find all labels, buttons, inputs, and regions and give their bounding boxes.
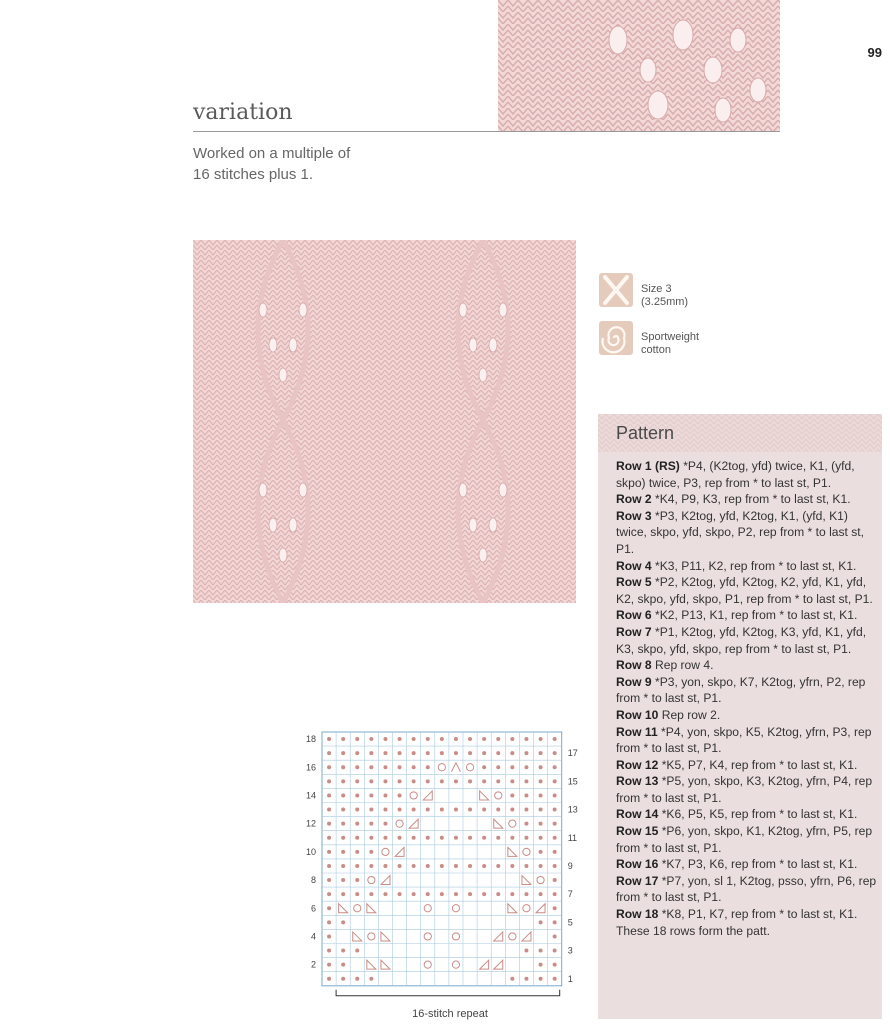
chart-purl-dot [398, 864, 402, 868]
pattern-row-label: Row 8 [616, 658, 652, 673]
chart-purl-dot [341, 751, 345, 755]
needle-size-label [641, 283, 688, 309]
chart-purl-dot [524, 751, 528, 755]
chart-purl-dot [426, 808, 430, 812]
chart-purl-dot [369, 892, 373, 896]
chart-row-number-right: 7 [567, 889, 573, 900]
chart-row-number-left: 10 [305, 846, 316, 857]
chart-purl-dot [539, 892, 543, 896]
chart-purl-dot [426, 765, 430, 769]
chart-row-number-right: 17 [567, 748, 578, 759]
chart-purl-dot [539, 737, 543, 741]
pattern-row-label: Row 7 [616, 624, 652, 639]
chart-purl-dot [341, 779, 345, 783]
pattern-row-text: *P4, (K2tog, yfd) twice, K1, (yfd, skpo) twice, P3, rep from * to last st, P1. [616, 459, 855, 490]
knitting-chart [300, 728, 600, 1008]
chart-purl-dot [355, 836, 359, 840]
chart-purl-dot [454, 737, 458, 741]
chart-purl-dot [341, 836, 345, 840]
pattern-row-text: *P4, yon, skpo, K5, K2tog, yfrn, P3, rep from * to last st, P1. [616, 724, 872, 756]
chart-purl-dot [412, 864, 416, 868]
chart-purl-dot [341, 920, 345, 924]
pattern-row [616, 458, 878, 491]
chart-purl-dot [383, 793, 387, 797]
chart-purl-dot [524, 765, 528, 769]
chart-purl-dot [553, 808, 557, 812]
chart-purl-dot [412, 751, 416, 755]
chart-purl-dot [341, 793, 345, 797]
chart-row-number-left: 4 [310, 931, 316, 942]
chart-purl-dot [440, 864, 444, 868]
chart-purl-dot [553, 751, 557, 755]
chart-purl-dot [355, 793, 359, 797]
chart-purl-dot [426, 737, 430, 741]
chart-purl-dot [440, 892, 444, 896]
pattern-row [616, 724, 878, 757]
intro-text [193, 143, 453, 185]
knitting-needles-icon [599, 273, 633, 307]
pattern-row-label: Row 12 [616, 757, 659, 772]
pattern-row-text: *K7, P3, K6, rep from * to last st, K1. [658, 857, 858, 872]
chart-purl-dot [398, 779, 402, 783]
pattern-row [616, 773, 878, 806]
chart-purl-dot [510, 836, 514, 840]
chart-row-number-left: 14 [305, 790, 316, 801]
chart-purl-dot [440, 808, 444, 812]
pattern-row-text: *K5, P7, K4, rep from * to last st, K1. [658, 757, 858, 772]
chart-purl-dot [398, 808, 402, 812]
chart-purl-dot [454, 779, 458, 783]
chart-purl-dot [355, 878, 359, 882]
pattern-row-text: *K2, P13, K1, rep from * to last st, K1. [651, 608, 858, 623]
chart-purl-dot [327, 878, 331, 882]
chart-row-number-right: 11 [567, 832, 578, 843]
chart-purl-dot [327, 822, 331, 826]
chart-purl-dot [454, 836, 458, 840]
pattern-row-text: *K4, P9, K3, rep from * to last st, K1. [651, 492, 851, 507]
pattern-row-text: *P7, yon, sl 1, K2tog, psso, yfrn, P6, rep from * to last st, P1. [616, 873, 877, 905]
chart-purl-dot [553, 779, 557, 783]
chart-purl-dot [412, 836, 416, 840]
repeat-label: 16-stitch repeat [412, 1008, 488, 1020]
chart-purl-dot [369, 751, 373, 755]
chart-purl-dot [369, 850, 373, 854]
chart-row-number-right: 15 [567, 776, 578, 787]
chart-purl-dot [355, 977, 359, 981]
pattern-row [616, 707, 878, 724]
chart-purl-dot [524, 808, 528, 812]
chart-purl-dot [482, 864, 486, 868]
chart-purl-dot [398, 836, 402, 840]
pattern-row-label: Row 4 [616, 558, 652, 573]
chart-purl-dot [327, 963, 331, 967]
chart-row-number-right: 3 [567, 945, 573, 956]
chart-purl-dot [539, 949, 543, 953]
chart-purl-dot [341, 878, 345, 882]
chart-purl-dot [412, 765, 416, 769]
chart-purl-dot [327, 906, 331, 910]
chart-purl-dot [355, 808, 359, 812]
chart-purl-dot [524, 793, 528, 797]
pattern-row-text: *K6, P5, K5, rep from * to last st, K1. [658, 807, 858, 822]
chart-purl-dot [510, 765, 514, 769]
chart-purl-dot [524, 977, 528, 981]
chart-purl-dot [383, 822, 387, 826]
chart-purl-dot [369, 737, 373, 741]
chart-purl-dot [482, 751, 486, 755]
chart-purl-dot [383, 892, 387, 896]
chart-purl-dot [553, 963, 557, 967]
chart-row-number-right: 1 [567, 973, 573, 984]
pattern-row [616, 856, 878, 873]
chart-purl-dot [524, 864, 528, 868]
chart-purl-dot [496, 737, 500, 741]
pattern-row-text: *P1, K2tog, yfd, K2tog, K3, yfd, K1, yfd, K3, skpo, yfd, skpo, rep from * to last st, P1. [616, 624, 867, 656]
chart-purl-dot [553, 793, 557, 797]
top-swatch-photo [498, 0, 780, 131]
pattern-row-text: *P5, yon, skpo, K3, K2tog, yfrn, P4, rep from * to last st, P1. [616, 774, 873, 805]
chart-purl-dot [482, 836, 486, 840]
chart-purl-dot [468, 737, 472, 741]
chart-purl-dot [369, 822, 373, 826]
pattern-row-text: *P6, yon, skpo, K1, K2tog, yfrn, P5, rep from * to last st, P1. [616, 824, 873, 855]
chart-purl-dot [510, 892, 514, 896]
pattern-row-text: *K3, P11, K2, rep from * to last st, K1. [651, 558, 857, 573]
chart-purl-dot [468, 864, 472, 868]
chart-purl-dot [355, 892, 359, 896]
pattern-row-label: Row 1 (RS) [616, 459, 680, 473]
page-number: 99 [867, 45, 882, 60]
chart-purl-dot [398, 793, 402, 797]
chart-purl-dot [539, 963, 543, 967]
pattern-row [616, 657, 878, 674]
chart-purl-dot [341, 808, 345, 812]
chart-purl-dot [482, 765, 486, 769]
pattern-row-text: *P3, K2tog, yfd, K2tog, K1, (yfd, K1) twice, skpo, yfd, skpo, P2, rep from * to last st, P1. [616, 508, 865, 556]
chart-purl-dot [341, 963, 345, 967]
pattern-row [616, 574, 878, 607]
chart-purl-dot [539, 751, 543, 755]
chart-purl-dot [524, 836, 528, 840]
chart-purl-dot [369, 779, 373, 783]
pattern-row-label: Row 14 [616, 807, 659, 822]
chart-purl-dot [327, 920, 331, 924]
chart-purl-dot [327, 892, 331, 896]
pattern-row-label: Row 16 [616, 857, 659, 872]
chart-row-number-left: 2 [310, 959, 316, 970]
chart-purl-dot [398, 765, 402, 769]
chart-purl-dot [553, 949, 557, 953]
intro-line-1: Worked on a multiple of [193, 145, 351, 162]
chart-purl-dot [468, 808, 472, 812]
section-title: variation [193, 100, 293, 125]
pattern-heading: Pattern [616, 423, 675, 443]
pattern-row [616, 624, 878, 657]
chart-purl-dot [355, 737, 359, 741]
chart-purl-dot [355, 864, 359, 868]
chart-purl-dot [496, 765, 500, 769]
pattern-row-label: Row 9 [616, 674, 652, 689]
chart-purl-dot [383, 836, 387, 840]
chart-purl-dot [440, 737, 444, 741]
chart-purl-dot [510, 793, 514, 797]
chart-row-number-left: 18 [305, 734, 316, 745]
chart-purl-dot [355, 751, 359, 755]
chart-purl-dot [496, 751, 500, 755]
chart-row-number-right: 13 [567, 804, 578, 815]
chart-purl-dot [553, 822, 557, 826]
needle-size-line-2: (3.25mm) [641, 296, 689, 308]
chart-purl-dot [482, 779, 486, 783]
chart-row-number-left: 12 [305, 818, 316, 829]
chart-purl-dot [355, 949, 359, 953]
pattern-row [616, 757, 878, 774]
chart-row-number-right: 9 [567, 860, 573, 871]
chart-purl-dot [327, 779, 331, 783]
pattern-row [616, 906, 878, 923]
chart-purl-dot [327, 850, 331, 854]
chart-purl-dot [369, 977, 373, 981]
chart-purl-dot [412, 737, 416, 741]
chart-purl-dot [355, 765, 359, 769]
chart-purl-dot [369, 793, 373, 797]
chart-purl-dot [553, 836, 557, 840]
chart-purl-dot [539, 793, 543, 797]
chart-purl-dot [341, 977, 345, 981]
chart-purl-dot [524, 737, 528, 741]
pattern-row-label: Row 2 [616, 492, 652, 507]
chart-purl-dot [412, 892, 416, 896]
pattern-instructions [616, 458, 878, 939]
yarn-weight-label [641, 331, 699, 357]
chart-purl-dot [383, 751, 387, 755]
chart-purl-dot [553, 850, 557, 854]
chart-row-number-left: 16 [305, 762, 316, 773]
chart-purl-dot [539, 864, 543, 868]
chart-purl-dot [539, 779, 543, 783]
chart-purl-dot [482, 808, 486, 812]
chart-purl-dot [524, 779, 528, 783]
chart-purl-dot [539, 765, 543, 769]
chart-purl-dot [553, 920, 557, 924]
chart-purl-dot [341, 864, 345, 868]
chart-purl-dot [369, 836, 373, 840]
chart-purl-dot [553, 737, 557, 741]
chart-purl-dot [369, 808, 373, 812]
chart-purl-dot [369, 864, 373, 868]
chart-purl-dot [426, 864, 430, 868]
pattern-row-text: Rep row 2. [658, 707, 721, 722]
chart-purl-dot [398, 737, 402, 741]
chart-purl-dot [482, 892, 486, 896]
chart-purl-dot [496, 779, 500, 783]
pattern-row-label: Row 3 [616, 508, 652, 523]
chart-purl-dot [355, 779, 359, 783]
chart-purl-dot [355, 822, 359, 826]
chart-purl-dot [468, 779, 472, 783]
chart-purl-dot [496, 892, 500, 896]
chart-purl-dot [398, 751, 402, 755]
chart-purl-dot [426, 751, 430, 755]
chart-purl-dot [440, 751, 444, 755]
chart-purl-dot [539, 850, 543, 854]
chart-purl-dot [412, 808, 416, 812]
chart-purl-dot [341, 737, 345, 741]
chart-purl-dot [553, 765, 557, 769]
pattern-row [616, 558, 878, 575]
pattern-row-text: *K8, P1, K7, rep from * to last st, K1. [658, 907, 858, 922]
chart-purl-dot [468, 751, 472, 755]
chart-purl-dot [440, 836, 444, 840]
chart-purl-dot [539, 822, 543, 826]
chart-purl-dot [539, 920, 543, 924]
chart-purl-dot [454, 808, 458, 812]
chart-purl-dot [524, 949, 528, 953]
pattern-row-label: Row 10 [616, 707, 659, 722]
pattern-row-label: Row 18 [616, 907, 659, 922]
chart-purl-dot [383, 737, 387, 741]
pattern-row-text: Rep row 4. [651, 658, 714, 673]
pattern-row-text: *P2, K2tog, yfd, K2tog, K2, yfd, K1, yfd, K2, skpo, yfd, skpo, P1, rep from * to last st, P1. [616, 575, 873, 606]
chart-row-number-right: 5 [567, 917, 573, 928]
pattern-row [616, 823, 878, 856]
repeat-bracket [336, 990, 560, 996]
chart-purl-dot [510, 751, 514, 755]
chart-purl-dot [553, 934, 557, 938]
chart-purl-dot [341, 892, 345, 896]
chart-purl-dot [327, 977, 331, 981]
chart-purl-dot [524, 822, 528, 826]
chart-purl-dot [398, 892, 402, 896]
chart-purl-dot [510, 977, 514, 981]
chart-purl-dot [496, 836, 500, 840]
pattern-row-text: *P3, yon, skpo, K7, K2tog, yfrn, P2, rep from * to last st, P1. [616, 674, 866, 706]
pattern-row [616, 607, 878, 624]
chart-purl-dot [327, 751, 331, 755]
pattern-row-label: Row 5 [616, 575, 652, 590]
pattern-footer: These 18 rows form the patt. [616, 923, 770, 938]
chart-purl-dot [454, 892, 458, 896]
pattern-row [616, 491, 878, 508]
main-swatch-photo [193, 240, 576, 603]
chart-purl-dot [553, 864, 557, 868]
chart-row-number-left: 6 [310, 903, 316, 914]
chart-purl-dot [426, 836, 430, 840]
chart-purl-dot [426, 779, 430, 783]
pattern-row-label: Row 13 [616, 774, 659, 789]
chart-purl-dot [412, 779, 416, 783]
chart-purl-dot [369, 765, 373, 769]
chart-row-number-left: 8 [310, 875, 316, 886]
chart-purl-dot [440, 779, 444, 783]
chart-purl-dot [553, 906, 557, 910]
chart-purl-dot [327, 765, 331, 769]
chart-purl-dot [341, 850, 345, 854]
chart-purl-dot [524, 892, 528, 896]
chart-purl-dot [510, 864, 514, 868]
pattern-row-label: Row 15 [616, 824, 659, 839]
chart-purl-dot [510, 779, 514, 783]
chart-purl-dot [327, 864, 331, 868]
chart-purl-dot [327, 808, 331, 812]
chart-purl-dot [539, 977, 543, 981]
chart-purl-dot [553, 892, 557, 896]
pattern-row-label: Row 6 [616, 608, 652, 623]
chart-purl-dot [327, 934, 331, 938]
chart-purl-dot [327, 793, 331, 797]
chart-purl-dot [327, 836, 331, 840]
intro-line-2: 16 stitches plus 1. [193, 166, 314, 183]
yarn-weight-line-2: cotton [641, 344, 671, 356]
chart-purl-dot [510, 737, 514, 741]
chart-purl-dot [553, 977, 557, 981]
pattern-row-label: Row 17 [616, 873, 659, 888]
chart-purl-dot [496, 864, 500, 868]
chart-purl-dot [468, 836, 472, 840]
top-swatch-texture [498, 0, 780, 131]
pattern-row [616, 873, 878, 906]
yarn-ball-icon [599, 321, 633, 355]
chart-purl-dot [539, 836, 543, 840]
chart-purl-dot [510, 808, 514, 812]
yarn-weight-line-1: Sportweight [641, 331, 700, 343]
chart-purl-dot [383, 864, 387, 868]
chart-purl-dot [426, 892, 430, 896]
chart-purl-dot [383, 765, 387, 769]
chart-purl-dot [468, 892, 472, 896]
chart-purl-dot [327, 737, 331, 741]
chart-purl-dot [355, 850, 359, 854]
main-swatch-texture [193, 240, 576, 603]
chart-purl-dot [327, 949, 331, 953]
pattern-row-label: Row 11 [616, 724, 658, 739]
chart-purl-dot [341, 765, 345, 769]
title-divider [193, 131, 780, 132]
chart-purl-dot [539, 808, 543, 812]
chart-purl-dot [482, 737, 486, 741]
pattern-row [616, 508, 878, 558]
chart-purl-dot [341, 949, 345, 953]
chart-purl-dot [496, 808, 500, 812]
pattern-row [616, 806, 878, 823]
chart-purl-dot [383, 808, 387, 812]
chart-purl-dot [383, 779, 387, 783]
needle-size-line-1: Size 3 [641, 283, 672, 295]
chart-purl-dot [454, 751, 458, 755]
chart-purl-dot [553, 878, 557, 882]
chart-purl-dot [454, 864, 458, 868]
chart-purl-dot [341, 822, 345, 826]
pattern-row [616, 674, 878, 707]
